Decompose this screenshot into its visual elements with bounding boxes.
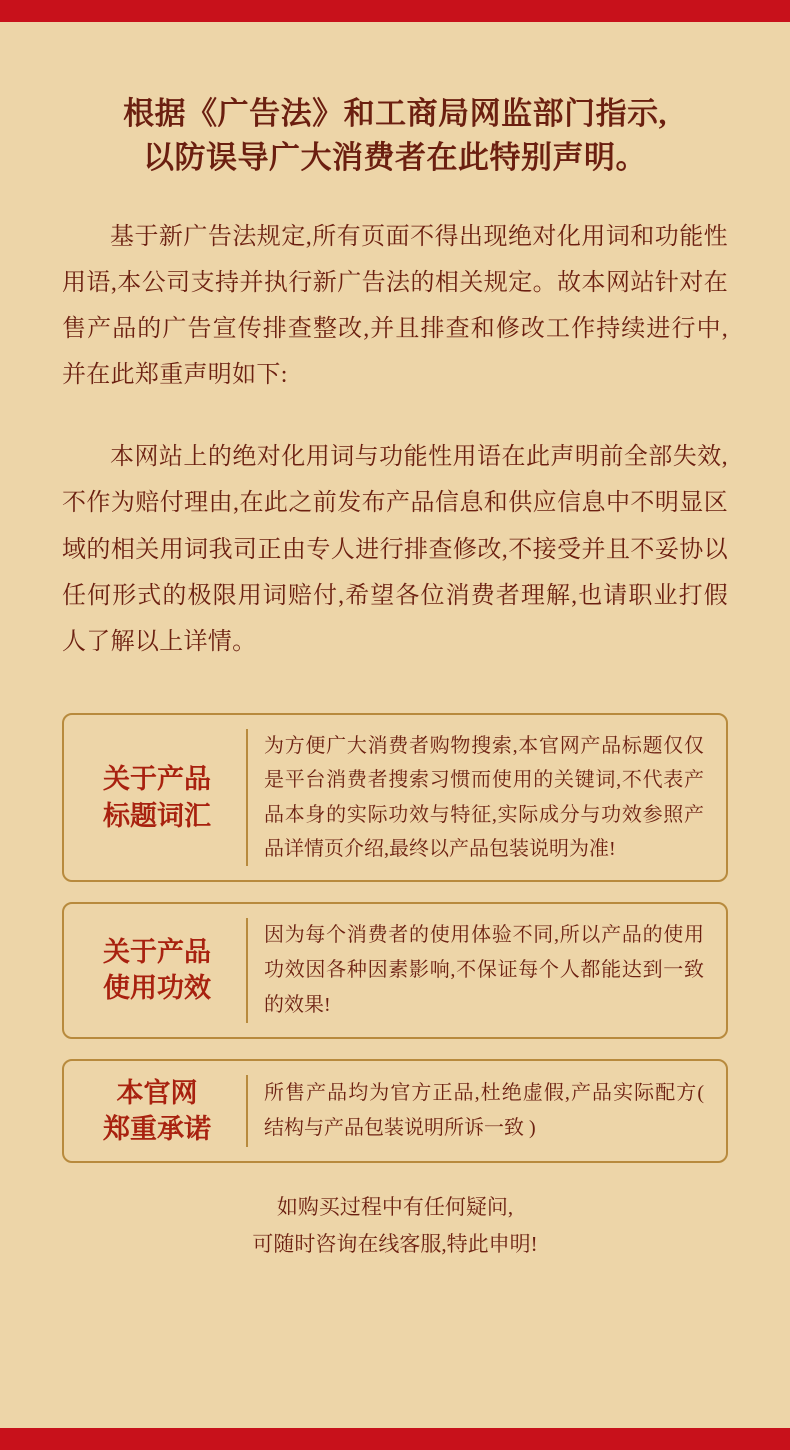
footer-note-line-2: 可随时咨询在线客服,特此申明! (252, 1231, 538, 1256)
statement-card-title-line-1: 关于产品 (103, 764, 211, 795)
statement-card-body: 所售产品均为官方正品,杜绝虚假,产品实际配方( 结构与产品包装说明所诉一致 ) (264, 1082, 704, 1139)
statement-card-title-line-1: 关于产品 (103, 937, 211, 968)
statement-card-product-title (62, 713, 728, 883)
statement-card-title-line-2: 标题词汇 (103, 800, 211, 831)
statement-card-official-promise (62, 1059, 728, 1163)
statement-card-title (74, 729, 248, 867)
page-title-line-2: 以防误导广大消费者在此特别声明。 (143, 140, 647, 176)
page-title-line-1: 根据《广告法》和工商局网监部门指示, (123, 96, 667, 131)
page-title (62, 92, 728, 180)
footer-note (62, 1189, 728, 1263)
disclaimer-panel (0, 22, 790, 1428)
disclaimer-paragraph-1: 基于新广告法规定,所有页面不得出现绝对化用词和功能性用语,本公司支持并执行新广告法的相关规定。故本网站针对在售产品的广告宣传排查整改,并且排查和修改工作持续进行中,并在此郑重声明如下: (62, 224, 728, 389)
footer-note-line-1: 如购买过程中有任何疑问, (276, 1195, 514, 1220)
statement-card-title-line-1: 本官网 (116, 1077, 198, 1108)
statement-card-body: 为方便广大消费者购物搜索,本官网产品标题仅仅是平台消费者搜索习惯而使用的关键词,不代表产品本身的实际功效与特征,实际成分与功效参照产品详情页介绍,最终以产品包装说明为准! (264, 734, 704, 860)
statement-card-product-efficacy (62, 902, 728, 1038)
statement-card-title (74, 918, 248, 1022)
disclaimer-paragraph-2: 本网站上的绝对化用词与功能性用语在此声明前全部失效,不作为赔付理由,在此之前发布产品信息和供应信息中不明显区域的相关用词我司正由专人进行排查修改,不接受并且不妥协以任何形式的极限用词赔付,希望各位消费者理解,也请职业打假人了解以上详情。 (62, 444, 728, 655)
statement-card-title-line-2: 使用功效 (103, 973, 211, 1004)
statement-card-list (62, 713, 728, 1163)
statement-card-title (74, 1075, 248, 1147)
statement-card-title-line-2: 郑重承诺 (103, 1113, 211, 1144)
statement-card-body: 因为每个消费者的使用体验不同,所以产品的使用功效因各种因素影响,不保证每个人都能达到一致的效果! (264, 924, 704, 1016)
